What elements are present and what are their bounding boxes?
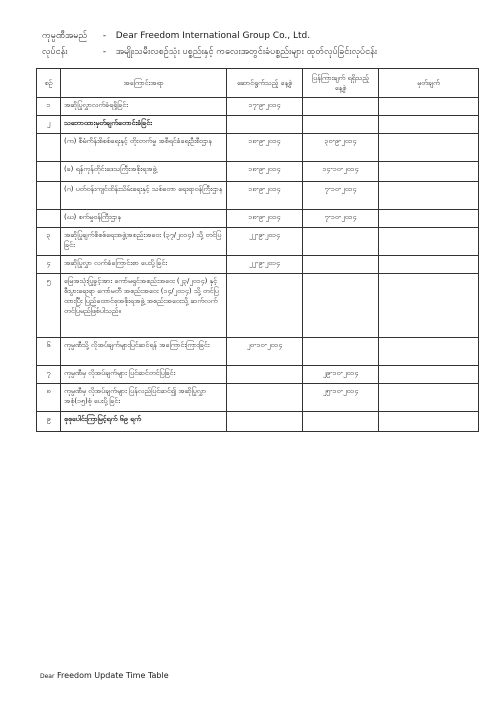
row-subject: (ခ) ရန်ကုန်တိုင်းဒေသကြီးအစိုးရအဖွဲ့ <box>61 162 227 182</box>
table-row <box>37 182 479 210</box>
row-subject: သဘောထားမှတ်ချက်တောင်းခံခြင်း <box>61 116 227 134</box>
table-row <box>37 366 479 384</box>
table-row <box>37 210 479 228</box>
timeline-table <box>36 68 479 432</box>
row-reply-date <box>303 412 379 432</box>
row-subject: ကုမ္ပဏီမှ လိုအပ်ချက်များ ပြင်ဆင်တင်ပြခြင်း <box>61 366 227 384</box>
row-action-date <box>227 116 303 134</box>
row-action-date: ၂၀-၁၀-၂၀၁၄ <box>227 338 303 366</box>
table-row <box>37 256 479 274</box>
row-reply-date <box>303 98 379 116</box>
row-action-date <box>227 366 303 384</box>
row-remark <box>379 98 479 116</box>
row-reply-date: ၁၄-၁၀-၂၀၁၄ <box>303 162 379 182</box>
row-remark <box>379 228 479 256</box>
row-action-date: ၁၇-၉-၂၀၁၄ <box>227 98 303 116</box>
header-company-line <box>42 30 310 42</box>
table-row <box>37 162 479 182</box>
row-action-date: ၁၈-၉-၂၀၁၄ <box>227 162 303 182</box>
row-number <box>37 182 61 210</box>
header-no: စဉ် <box>37 69 61 98</box>
company-name: Dear Freedom International Group Co., Ltd. <box>115 31 311 41</box>
footer-text: Freedom Update Time Table <box>57 671 169 680</box>
row-remark <box>379 274 479 338</box>
row-subject: အဆိုပြုချက်စိစစ်ရေးအဖွဲ့အစည်းအဝေး (၃၇/၂၀၁၄) သို့ တင်ပြခြင်း <box>61 228 227 256</box>
row-subject: စုစုပေါင်းကြာမြင့်ရက် ၆၉ ရက် <box>61 412 227 432</box>
row-remark <box>379 366 479 384</box>
header-remark: မှတ်ချက် <box>379 69 479 98</box>
row-number <box>37 210 61 228</box>
row-number: ၅ <box>37 274 61 338</box>
table-row <box>37 274 479 338</box>
row-action-date <box>227 412 303 432</box>
row-reply-date: ၃၀-၉-၂၀၁၄ <box>303 134 379 162</box>
row-remark <box>379 384 479 412</box>
row-reply-date: ၇-၁၀-၂၀၁၄ <box>303 182 379 210</box>
table-row <box>37 384 479 412</box>
footer-caption <box>40 671 169 680</box>
row-action-date: ၁၈-၉-၂၀၁၄ <box>227 182 303 210</box>
row-subject: အဆိုပြုလွှာ လက်ခံကြောင်းစာ ပေးပို့ခြင်း <box>61 256 227 274</box>
row-action-date: ၂၂-၉-၂၀၁၄ <box>227 228 303 256</box>
row-reply-date <box>303 116 379 134</box>
row-remark <box>379 182 479 210</box>
table-row <box>37 412 479 432</box>
row-action-date: ၁၈-၉-၂၀၁၄ <box>227 210 303 228</box>
row-number <box>37 162 61 182</box>
row-subject: မြေအသုံးပြုခွင့်အား ကော်မရှင်အစည်းအဝေး (၂၃/၂၀၁၄) နှင့် စီးပွားရေးရာ ကော်မတီ အစည်းအဝေး (၁၄/၂၀၁၄) သို့ တင်ပြထားပြီး ပြည်ထောင်စုအစိုးရအဖွဲ့ အစည်းအဝေးသို့ ဆက်လက် တင်ပြမည်ဖြစ်ပါသည်။ <box>61 274 227 338</box>
header-action-date: ဆောင်ရွက်သည့် နေ့စွဲ <box>227 69 303 98</box>
row-number: ၂ <box>37 116 61 134</box>
row-number: ၁ <box>37 98 61 116</box>
table-header-row <box>37 69 479 98</box>
table-row <box>37 338 479 366</box>
row-remark <box>379 116 479 134</box>
task-label: လုပ်ငန်း <box>42 47 68 57</box>
row-subject: ကုမ္ပဏီမှ လိုအပ်ချက်များ ပြန်လည်ပြင်ဆင်၍ အဆိုပြုလွှာ အစုံ(၁၅)စုံ ပေးပို့ခြင်း <box>61 384 227 412</box>
row-reply-date <box>303 256 379 274</box>
row-number: ၃ <box>37 228 61 256</box>
row-number: ၉ <box>37 412 61 432</box>
company-separator: - <box>102 31 107 41</box>
row-subject: (က) စီမံကိန်းစိစစ်ရေးနှင့် တိုးတက်မှု အစီရင်ခံရေးဦးစီးဌာန <box>61 134 227 162</box>
row-subject: အဆိုပြုလွှာလက်ခံရရှိခြင်း <box>61 98 227 116</box>
row-subject: (ဂ) ပတ်ဝန်းကျင်ထိန်းသိမ်းရေးနှင့် သစ်တော ရေးရာဝန်ကြီးဌာန <box>61 182 227 210</box>
row-remark <box>379 338 479 366</box>
row-action-date: ၂၂-၉-၂၀၁၄ <box>227 256 303 274</box>
table-row <box>37 116 479 134</box>
task-description: အမျိုးသမီးလစဉ်သုံး ပစ္စည်းနှင့် ကလေးအတွင်းခံပစ္စည်းများ ထုတ်လုပ်ခြင်းလုပ်ငန်း <box>115 47 378 57</box>
header-task-line <box>42 46 377 58</box>
row-action-date <box>227 384 303 412</box>
table-row <box>37 134 479 162</box>
row-reply-date <box>303 228 379 256</box>
row-remark <box>379 210 479 228</box>
row-number: ၈ <box>37 384 61 412</box>
company-label: ကုမ္ပဏီအမည် <box>42 31 88 41</box>
header-reply-date: ပြန်ကြားချက် ရရှိသည့် နေ့စွဲ <box>303 69 379 98</box>
row-reply-date <box>303 274 379 338</box>
row-subject: (ဃ) စက်မှုဝန်ကြီးဌာန <box>61 210 227 228</box>
row-reply-date: ၂၅-၁၀-၂၀၁၄ <box>303 384 379 412</box>
row-subject: ကုမ္ပဏီသို့ လိုအပ်ချက်များပြင်ဆင်ရန် အကြောင်းကြားခြင်း <box>61 338 227 366</box>
row-remark <box>379 162 479 182</box>
row-number: ၆ <box>37 338 61 366</box>
row-number: ၇ <box>37 366 61 384</box>
row-remark <box>379 134 479 162</box>
row-number: ၄ <box>37 256 61 274</box>
table-row <box>37 98 479 116</box>
row-remark <box>379 412 479 432</box>
row-action-date <box>227 274 303 338</box>
row-reply-date: ၇-၁၀-၂၀၁၄ <box>303 210 379 228</box>
row-reply-date: ၂၉-၁၀-၂၀၁၄ <box>303 366 379 384</box>
header-subject: အကြောင်းအရာ <box>61 69 227 98</box>
row-number <box>37 134 61 162</box>
row-reply-date <box>303 338 379 366</box>
row-remark <box>379 256 479 274</box>
row-action-date: ၁၈-၉-၂၀၁၄ <box>227 134 303 162</box>
footer-prefix: Dear <box>40 673 55 680</box>
task-separator: - <box>102 47 107 57</box>
table-row <box>37 228 479 256</box>
